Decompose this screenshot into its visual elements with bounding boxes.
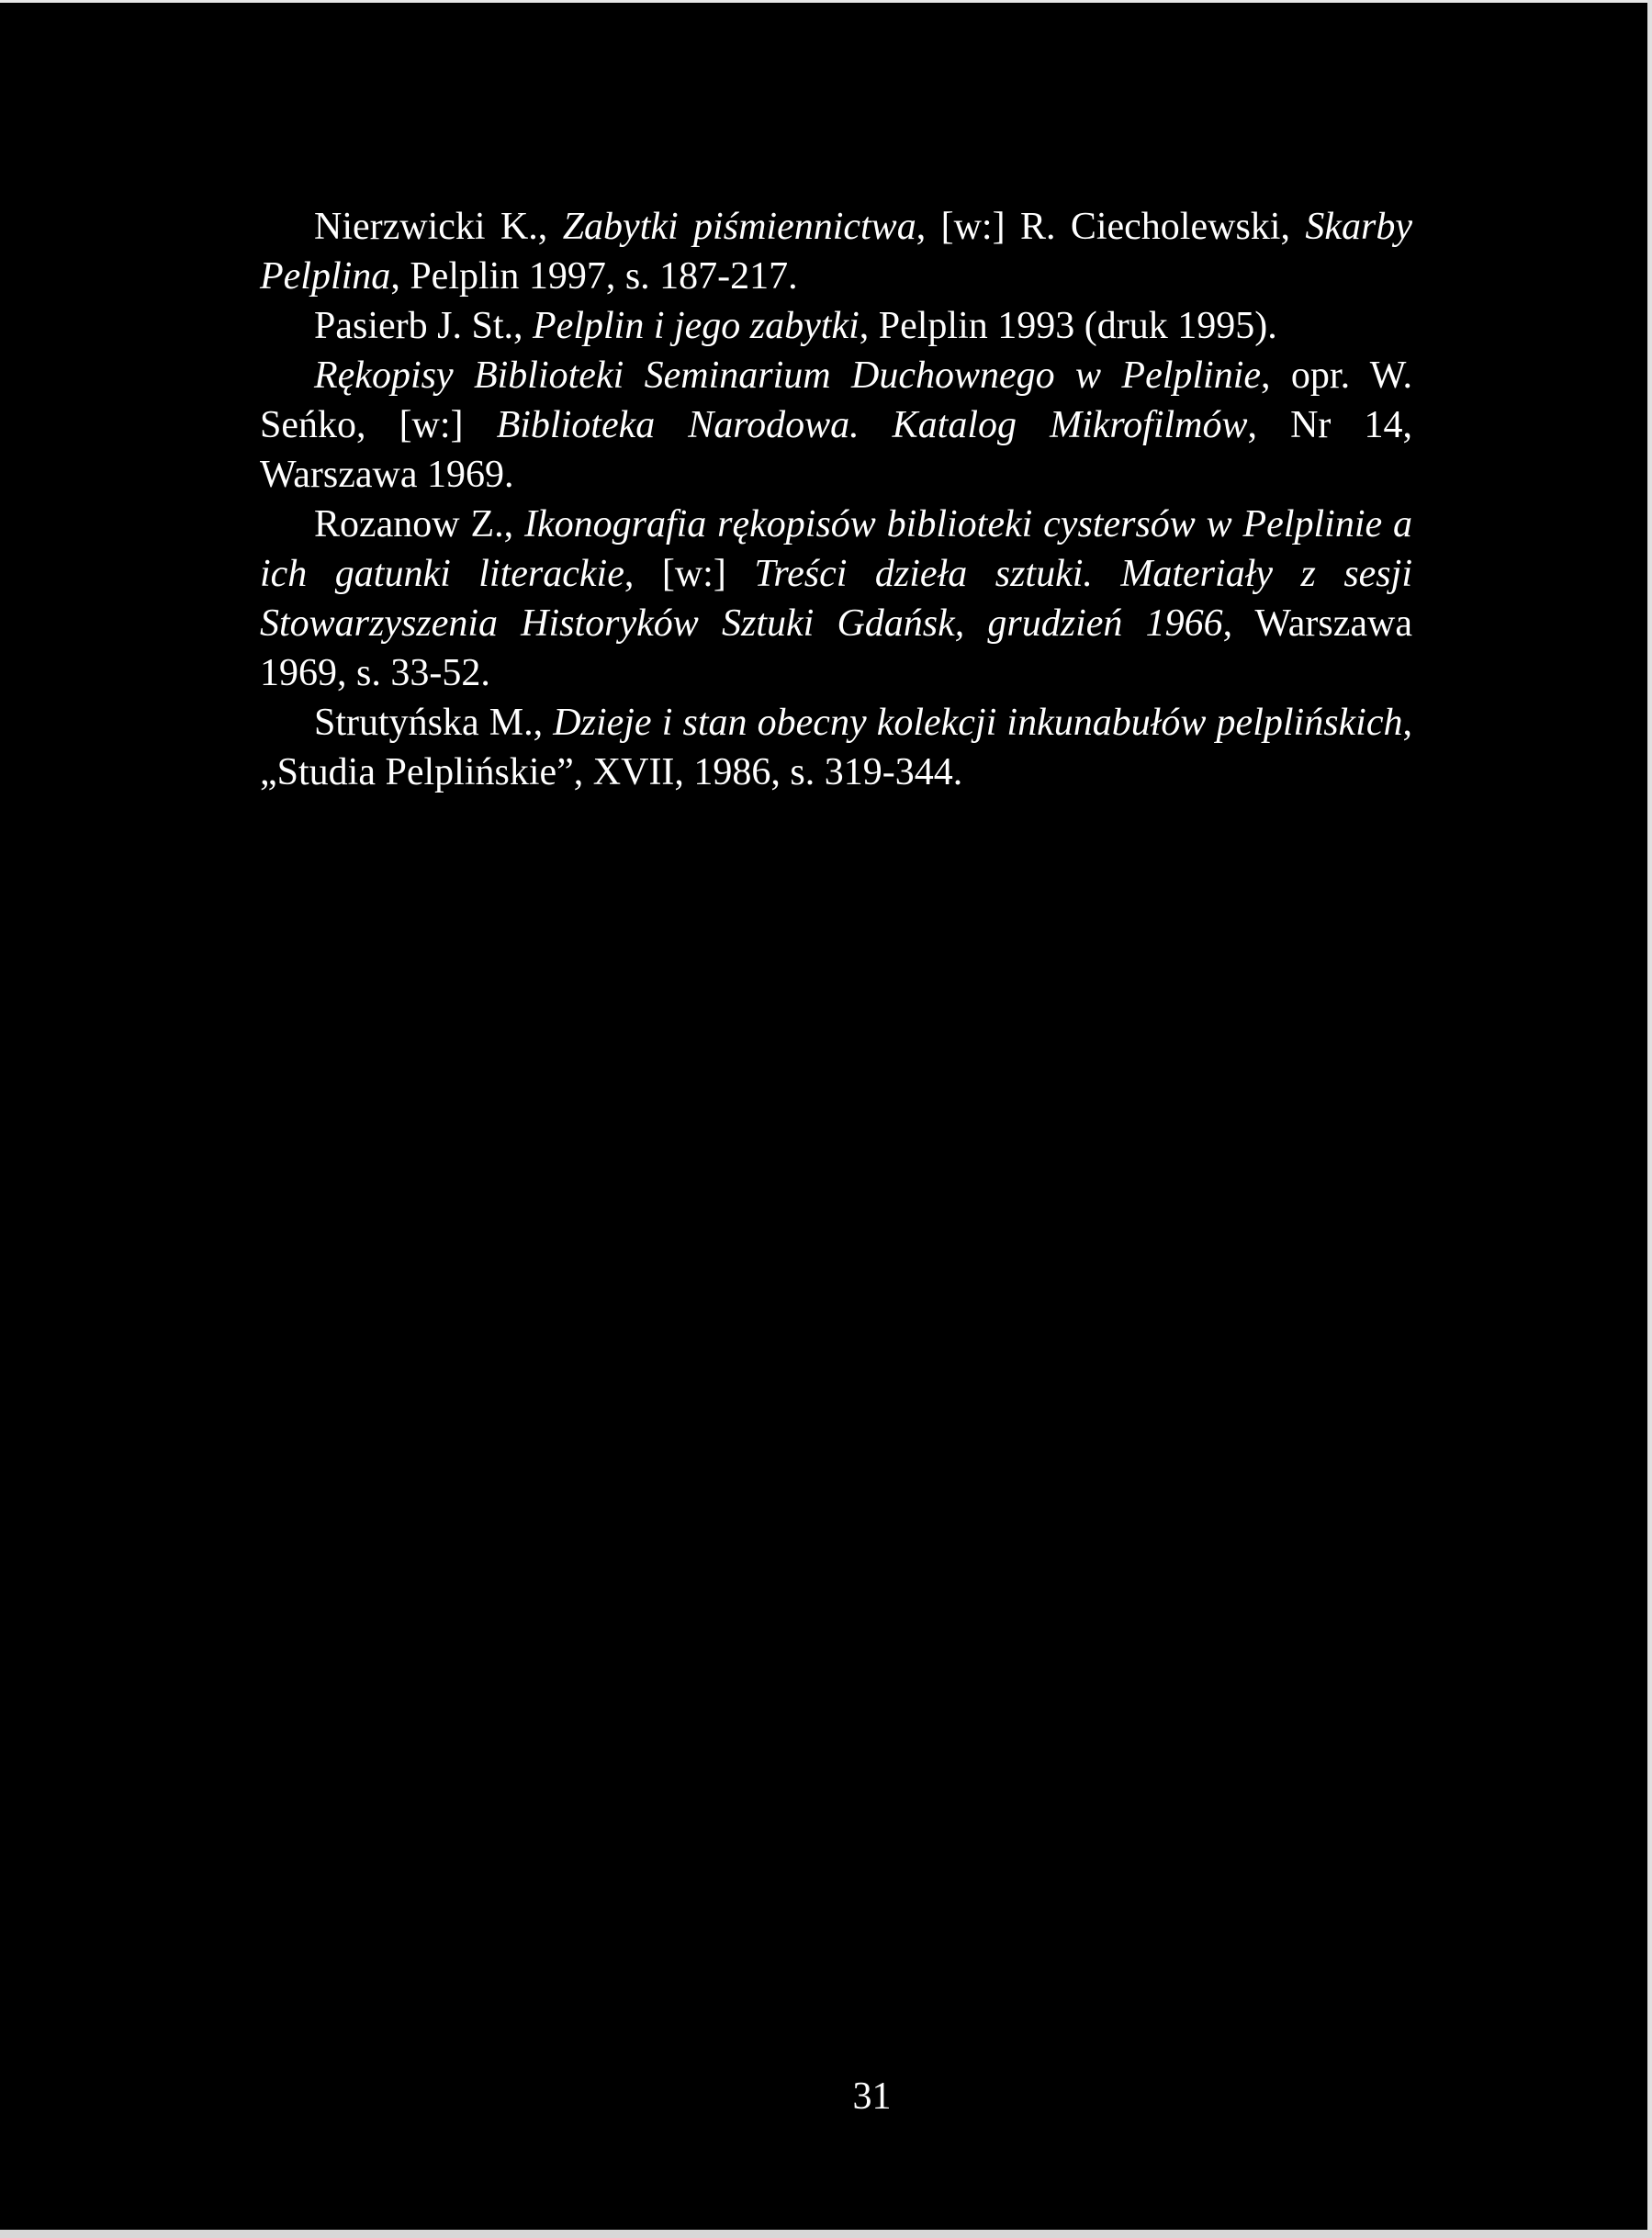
scan-top-edge	[0, 0, 1652, 3]
entry-middle: , [w:]	[624, 553, 755, 595]
scan-right-edge	[1647, 0, 1652, 2238]
scan-bottom-edge	[0, 2230, 1652, 2238]
entry-author: Pasierb J. St.,	[314, 305, 534, 347]
entry-title: Pelplin i jego zabytki	[533, 305, 860, 347]
page-number: 31	[852, 2075, 892, 2118]
entry-rest: , Warszawa 1969, s. 33-52.	[260, 602, 1412, 694]
entry-title: Dzieje i stan obecny kolekcji inkunabułów pelplińskich	[553, 702, 1403, 744]
entry-title: Rękopisy Biblioteki Seminarium Duchownego w Pelplinie	[314, 354, 1262, 397]
entry-middle: , [w:] R. Ciecholewski,	[916, 206, 1306, 248]
bibliography-entry-strutynska	[260, 698, 1412, 797]
entry-author: Rozanow Z.,	[314, 503, 524, 545]
bibliography-entry-rozanow	[260, 500, 1412, 698]
entry-author: Strutyńska M.,	[314, 702, 554, 744]
bibliography-entry-nierzwicki	[260, 202, 1412, 301]
bibliography-list	[260, 202, 1412, 797]
entry-title-secondary: Biblioteka Narodowa. Katalog Mikrofilmów	[496, 404, 1248, 446]
entry-title-secondary: Treści dzieła sztuki. Materiały z sesji Stowarzyszenia Historyków Sztuki Gdańsk, grudzień 1966	[260, 553, 1412, 645]
entry-rest: , Nr 14, Warszawa 1969.	[260, 404, 1412, 496]
entry-middle: , Pelplin 1993 (druk 1995).	[859, 305, 1277, 347]
bibliography-entry-rekopisy	[260, 351, 1412, 500]
entry-author: Nierzwicki K.,	[314, 206, 563, 248]
entry-title-secondary: Skarby Pelplina	[260, 206, 1412, 298]
bibliography-entry-pasierb	[260, 301, 1412, 351]
entry-middle: , opr. W. Seńko, [w:]	[260, 354, 1412, 446]
entry-title: Zabytki piśmiennictwa	[562, 206, 916, 248]
entry-title: Ikonografia rękopisów biblioteki cystersów w Pelplinie a ich gatunki literackie	[260, 503, 1412, 595]
entry-middle: , „Studia Pelplińskie”, XVII, 1986, s. 319-344.	[260, 702, 1412, 793]
entry-rest: , Pelplin 1997, s. 187-217.	[390, 255, 798, 298]
